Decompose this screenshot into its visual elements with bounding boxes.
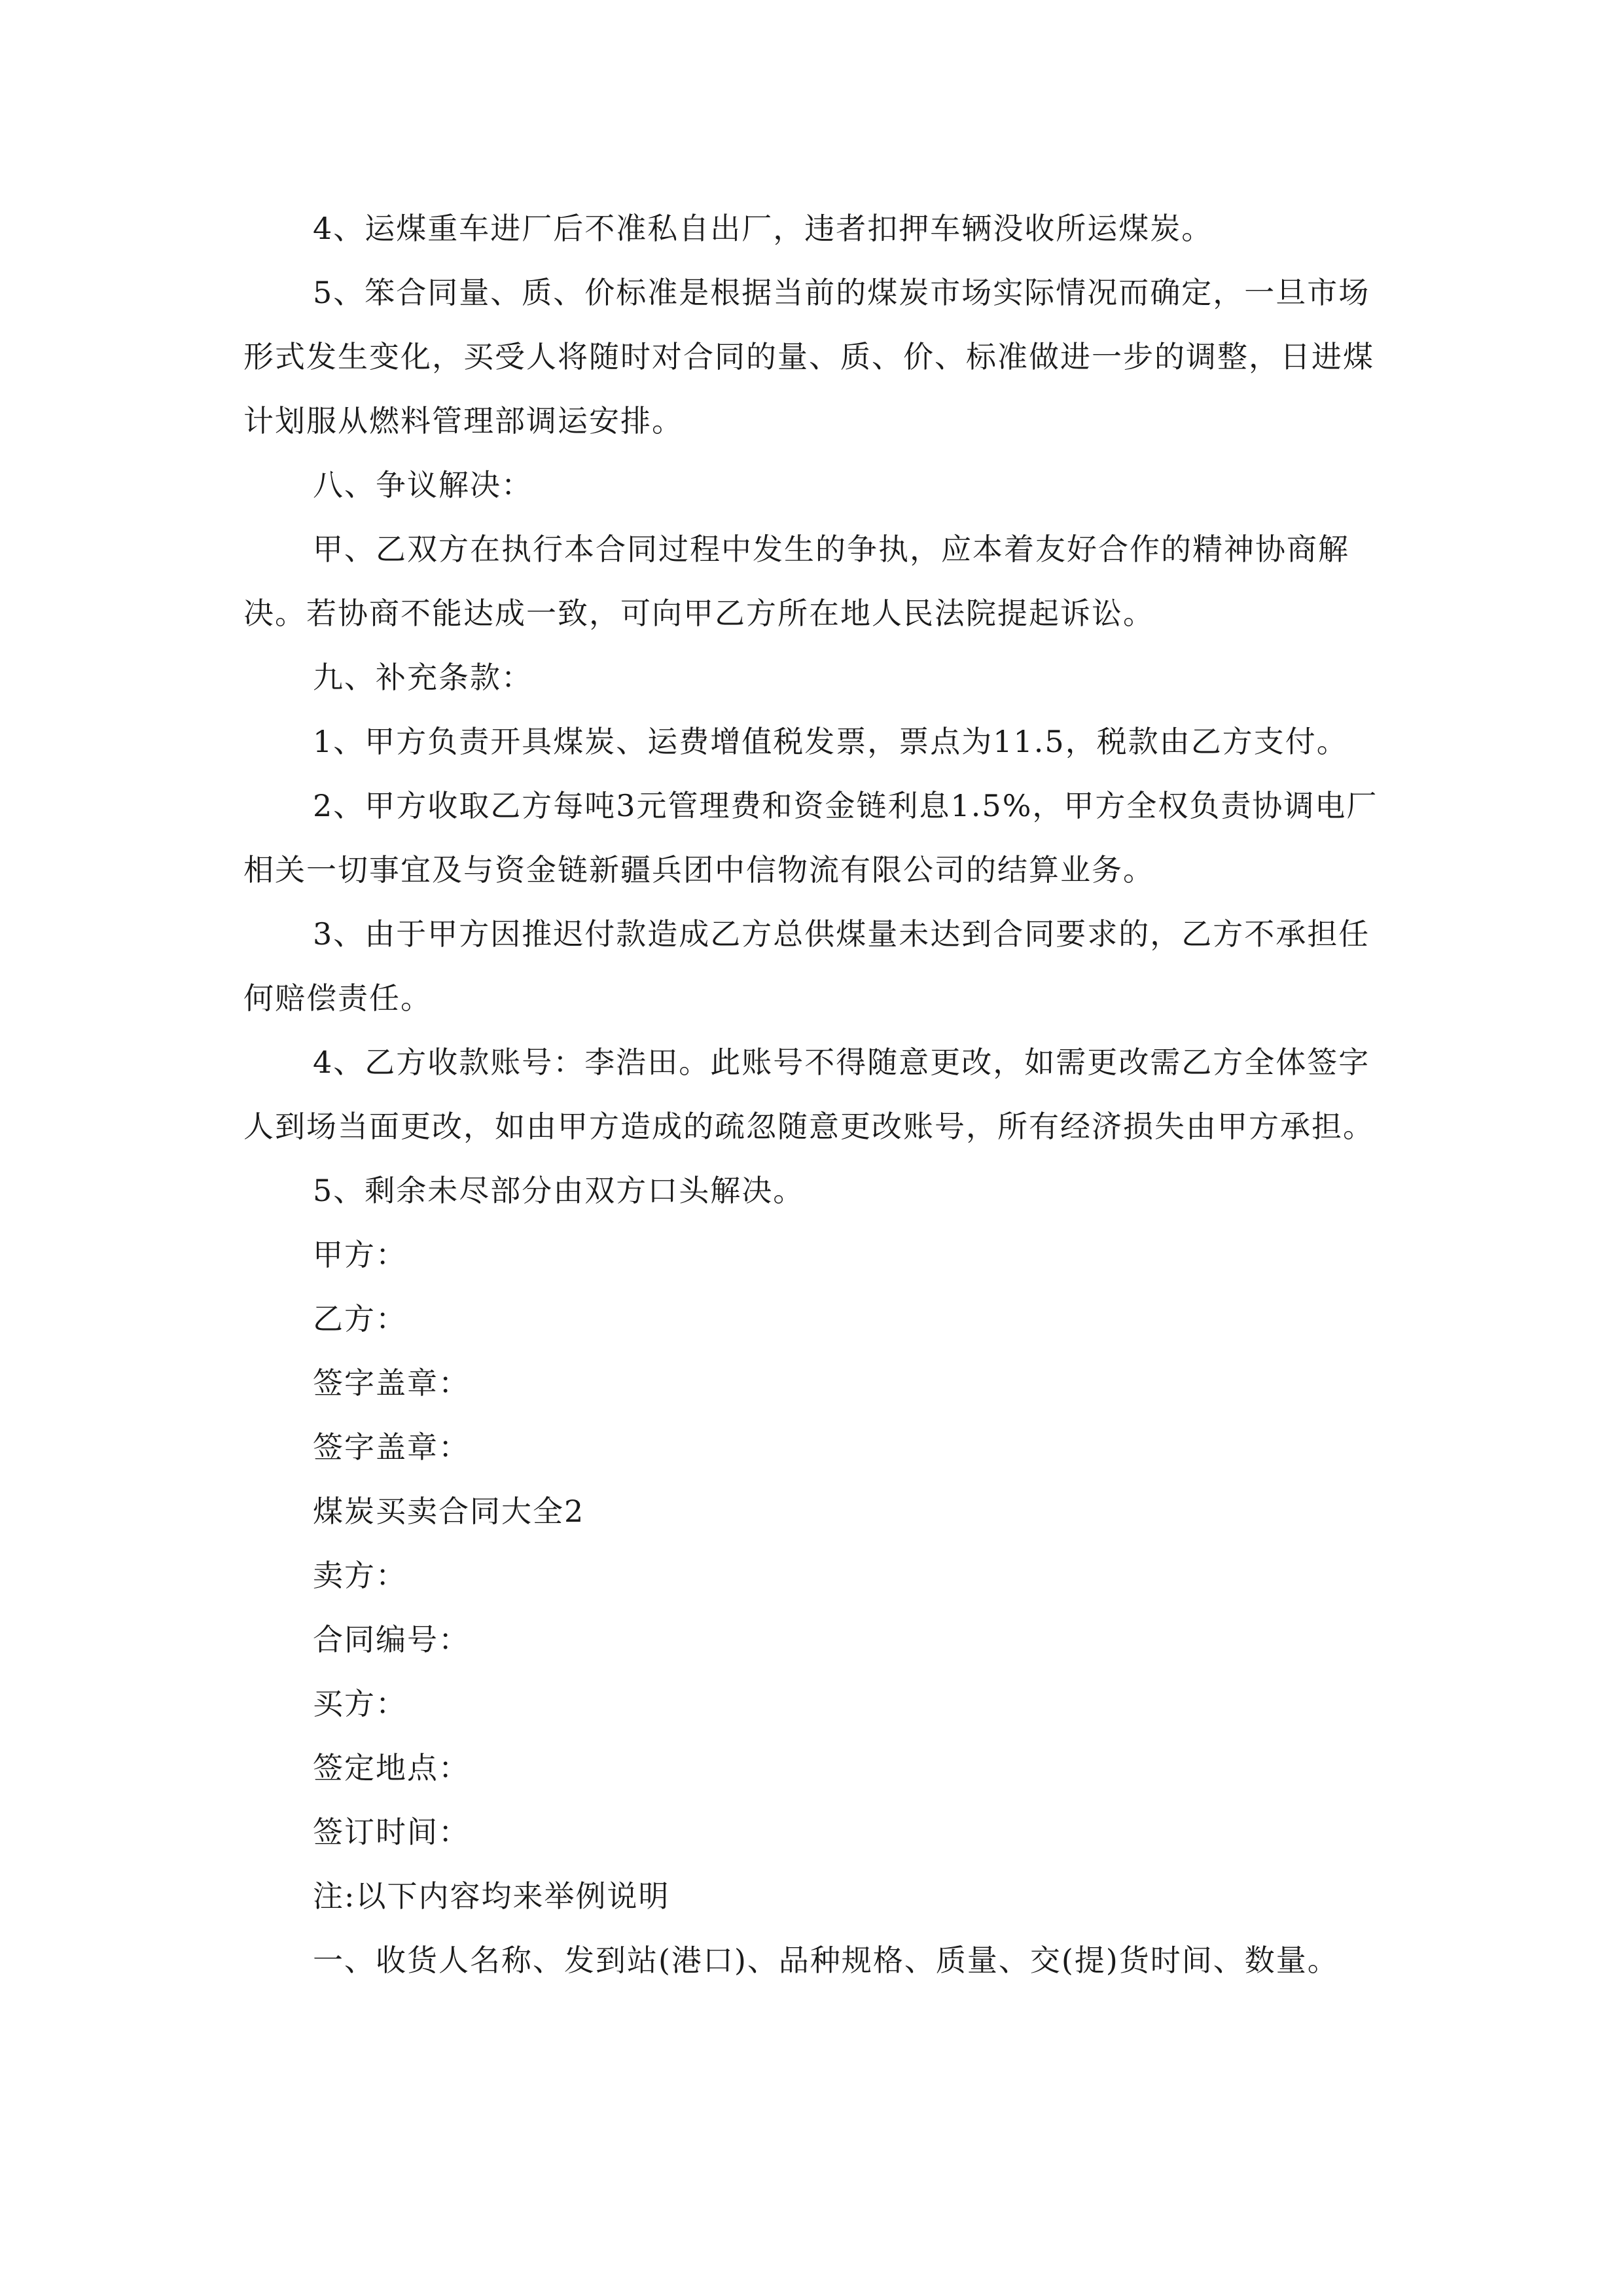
section-8-heading: 八、争议解决： bbox=[313, 467, 533, 503]
section-1-heading: 一、收货人名称、发到站(港口)、品种规格、质量、交(提)货时间、数量。 bbox=[313, 1943, 1339, 1978]
party-a-label: 甲方： bbox=[313, 1237, 407, 1272]
signature-seal-label: 签字盖章： bbox=[313, 1429, 470, 1465]
clause-4-coal-trucks: 4、运煤重车进厂后不准私自出厂，违者扣押车辆没收所运煤炭。 bbox=[313, 211, 1213, 246]
supplement-clause-3: 3、由于甲方因推迟付款造成乙方总供煤量未达到合同要求的，乙方不承担任何赔偿责任。 bbox=[243, 916, 1370, 1016]
signing-time-label: 签订时间： bbox=[313, 1814, 470, 1850]
section-9-heading: 九、补充条款： bbox=[313, 660, 533, 695]
supplement-clause-2: 2、甲方收取乙方每吨3元管理费和资金链利息1.5%，甲方全权负责协调电厂相关一切事宜及与资金链新疆兵团中信物流有限公司的结算业务。 bbox=[243, 788, 1378, 888]
note-line: 注:以下内容均来举例说明 bbox=[313, 1878, 670, 1914]
signing-place-label: 签定地点： bbox=[313, 1750, 470, 1785]
seller-label: 卖方： bbox=[313, 1558, 407, 1593]
party-b-label: 乙方： bbox=[313, 1301, 407, 1336]
buyer-label: 买方： bbox=[313, 1686, 407, 1721]
contract-number-label: 合同编号： bbox=[313, 1622, 470, 1657]
supplement-clause-4: 4、乙方收款账号：李浩田。此账号不得随意更改，如需更改需乙方全体签字人到场当面更改，如由甲方造成的疏忽随意更改账号，所有经济损失由甲方承担。 bbox=[243, 1045, 1374, 1144]
clause-5-contract-standards: 5、笨合同量、质、价标准是根据当前的煤炭市场实际情况而确定，一旦市场形式发生变化，买受人将随时对合同的量、质、价、标准做进一步的调整，日进煤计划服从燃料管理部调运安排。 bbox=[243, 275, 1374, 439]
signature-seal-label: 签字盖章： bbox=[313, 1365, 470, 1401]
supplement-clause-5: 5、剩余未尽部分由双方口头解决。 bbox=[313, 1173, 805, 1208]
supplement-clause-1: 1、甲方负责开具煤炭、运费增值税发票，票点为11.5，税款由乙方支付。 bbox=[313, 724, 1348, 759]
section-8-body: 甲、乙双方在执行本合同过程中发生的争执，应本着友好合作的精神协商解决。若协商不能达成一致，可向甲乙方所在地人民法院提起诉讼。 bbox=[243, 531, 1349, 631]
document-body bbox=[243, 196, 1395, 1992]
contract-title: 煤炭买卖合同大全2 bbox=[313, 1494, 585, 1529]
